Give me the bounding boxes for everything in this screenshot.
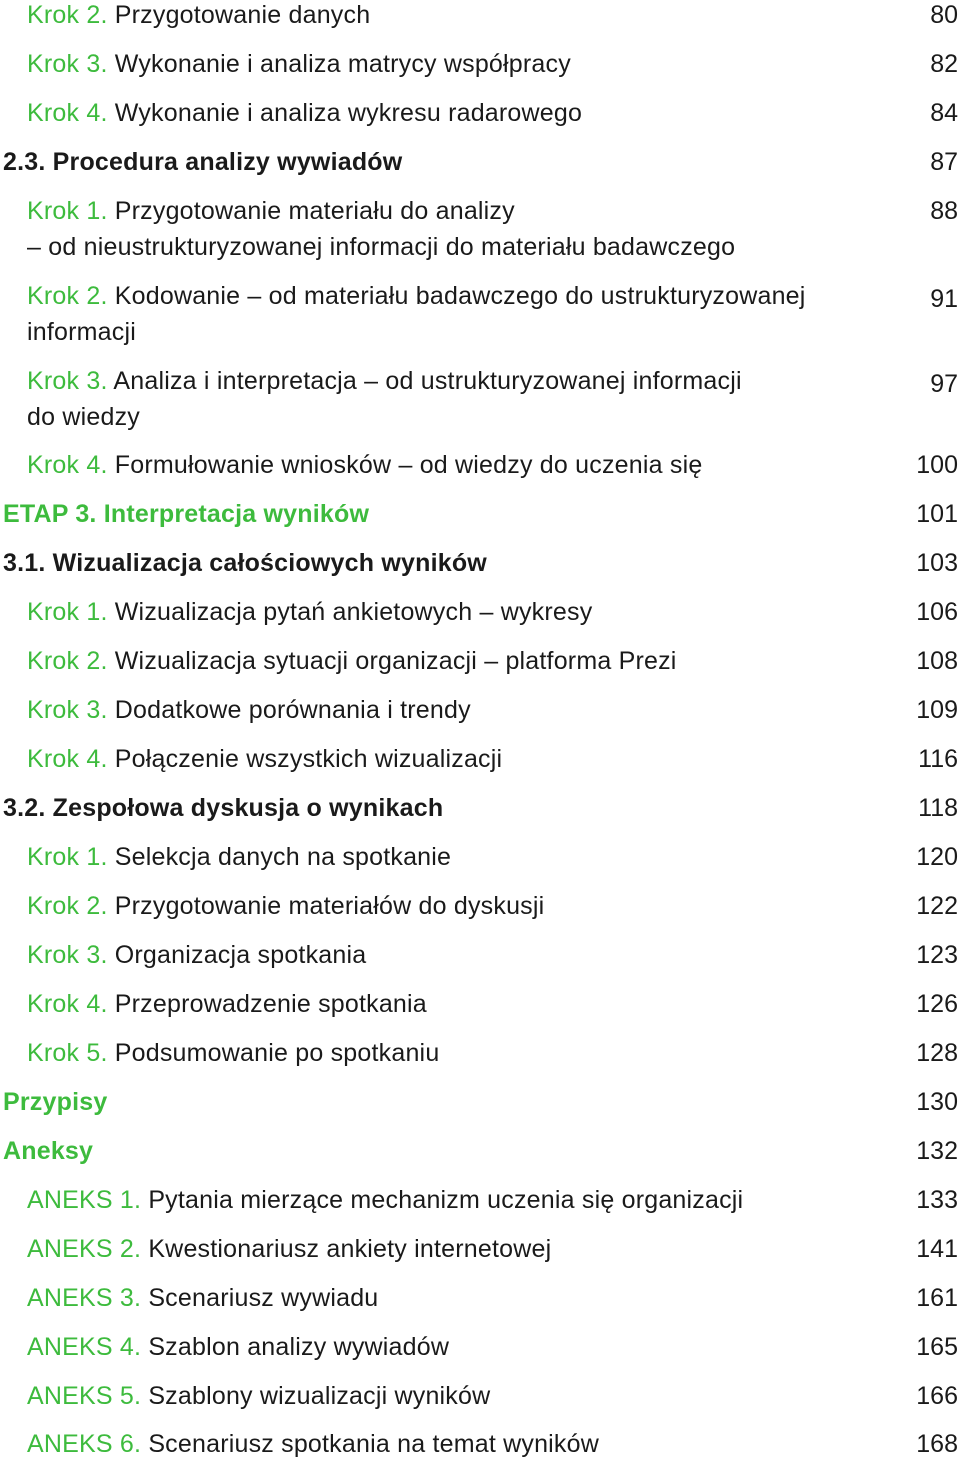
toc-entry-label: Krok 2. (27, 1, 108, 29)
toc-entry-title: Szablon analizy wywiadów (148, 1333, 450, 1361)
toc-page-number: 100 (916, 451, 958, 479)
toc-entry-krok-2-materialy[interactable] (27, 888, 544, 924)
toc-entry-title: Aneksy (3, 1137, 94, 1165)
toc-entry-krok-3-analiza[interactable] (27, 363, 742, 435)
toc-entry-title: Wykonanie i analiza wykresu radarowego (114, 99, 583, 127)
toc-entry-title: Organizacja spotkania (114, 941, 367, 969)
toc-entry-label: ANEKS 4. (27, 1333, 142, 1361)
toc-entry-label: ANEKS 5. (27, 1382, 142, 1410)
toc-entry-label: ANEKS 2. (27, 1235, 142, 1263)
toc-entry-title: Przygotowanie materiałów do dyskusji (114, 892, 545, 920)
toc-entry-title: Kwestionariusz ankiety internetowej (148, 1235, 552, 1263)
toc-entry-title-continuation: do wiedzy (27, 403, 140, 431)
toc-page-number: 120 (916, 843, 958, 871)
toc-page-number: 108 (916, 647, 958, 675)
toc-page-number: 133 (916, 1186, 958, 1214)
toc-page-number: 88 (930, 197, 958, 225)
toc-stage-3[interactable] (3, 496, 369, 532)
toc-entry-title: Podsumowanie po spotkaniu (114, 1039, 440, 1067)
toc-entry-aneks-2[interactable] (27, 1231, 551, 1267)
toc-entry-aneks-1[interactable] (27, 1182, 743, 1218)
toc-aneksy[interactable] (3, 1133, 93, 1169)
toc-page-number: 128 (916, 1039, 958, 1067)
toc-entry-krok-1-przygotowanie-materialu[interactable] (27, 193, 735, 265)
toc-page-number: 82 (930, 50, 958, 78)
toc-entry-title: Wykonanie i analiza matrycy współpracy (114, 50, 571, 78)
toc-entry-title: Przygotowanie materiału do analizy (114, 197, 515, 225)
toc-entry-title-continuation: – od nieustrukturyzowanej informacji do materiału badawczego (27, 233, 736, 261)
toc-page-number: 130 (916, 1088, 958, 1116)
toc-entry-aneks-5[interactable] (27, 1378, 490, 1414)
toc-page-number: 97 (930, 370, 958, 398)
toc-entry-krok-4-radar[interactable] (27, 95, 582, 131)
toc-entry-aneks-4[interactable] (27, 1329, 449, 1365)
toc-entry-label: ANEKS 1. (27, 1186, 142, 1214)
toc-page-number: 84 (930, 99, 958, 127)
toc-entry-label: ANEKS 6. (27, 1430, 142, 1458)
toc-page-number: 91 (930, 285, 958, 313)
toc-page-number: 106 (916, 598, 958, 626)
toc-entry-title: Pytania mierzące mechanizm uczenia się organizacji (148, 1186, 744, 1214)
toc-entry-title: Dodatkowe porównania i trendy (114, 696, 471, 724)
toc-entry-krok-4-przeprowadzenie[interactable] (27, 986, 427, 1022)
toc-entry-title-continuation: informacji (27, 318, 136, 346)
toc-entry-label: Krok 1. (27, 197, 108, 225)
toc-entry-title: Przygotowanie danych (114, 1, 371, 29)
toc-entry-aneks-6[interactable] (27, 1426, 599, 1462)
toc-entry-label: Krok 1. (27, 598, 108, 626)
toc-entry-krok-1-wykresy[interactable] (27, 594, 592, 630)
toc-entry-title: Przeprowadzenie spotkania (114, 990, 427, 1018)
toc-przypisy[interactable] (3, 1084, 107, 1120)
toc-entry-krok-5-podsumowanie[interactable] (27, 1035, 439, 1071)
toc-entry-krok-2-prezi[interactable] (27, 643, 677, 679)
toc-entry-label: Krok 2. (27, 647, 108, 675)
toc-entry-label: Krok 4. (27, 745, 108, 773)
toc-entry-title: Wizualizacja sytuacji organizacji – platforma Prezi (114, 647, 677, 675)
toc-entry-title: Analiza i interpretacja – od ustrukturyzowanej informacji (113, 367, 742, 395)
toc-entry-krok-3-organizacja[interactable] (27, 937, 366, 973)
toc-entry-title: Scenariusz wywiadu (148, 1284, 379, 1312)
toc-entry-krok-3-trendy[interactable] (27, 692, 471, 728)
toc-section-3-2[interactable] (3, 790, 443, 826)
toc-entry-krok-4-wnioski[interactable] (27, 447, 702, 483)
toc-page-number: 87 (930, 148, 958, 176)
toc-page-number: 123 (916, 941, 958, 969)
toc-entry-label: Krok 3. (27, 367, 108, 395)
toc-entry-label: Krok 3. (27, 941, 108, 969)
toc-entry-title: 2.3. Procedura analizy wywiadów (3, 148, 403, 176)
toc-entry-title: 3.1. Wizualizacja całościowych wyników (3, 549, 487, 577)
toc-page-number: 122 (916, 892, 958, 920)
toc-page-number: 168 (916, 1430, 958, 1458)
toc-entry-aneks-3[interactable] (27, 1280, 378, 1316)
toc-page-number: 116 (918, 745, 958, 773)
toc-entry-title: Przypisy (3, 1088, 108, 1116)
toc-page-number: 101 (916, 500, 958, 528)
toc-entry-title: Selekcja danych na spotkanie (114, 843, 452, 871)
toc-entry-label: Krok 2. (27, 282, 108, 310)
toc-entry-title: ETAP 3. Interpretacja wyników (3, 500, 370, 528)
toc-page-number: 109 (916, 696, 958, 724)
toc-entry-title: Połączenie wszystkich wizualizacji (114, 745, 503, 773)
toc-entry-label: Krok 1. (27, 843, 108, 871)
toc-entry-title: 3.2. Zespołowa dyskusja o wynikach (3, 794, 444, 822)
toc-page-number: 165 (916, 1333, 958, 1361)
toc-entry-krok-2-kodowanie[interactable] (27, 278, 806, 350)
toc-entry-title: Wizualizacja pytań ankietowych – wykresy (114, 598, 593, 626)
toc-page-number: 80 (930, 1, 958, 29)
toc-entry-label: Krok 3. (27, 696, 108, 724)
toc-entry-label: Krok 2. (27, 892, 108, 920)
toc-section-3-1[interactable] (3, 545, 487, 581)
toc-entry-label: Krok 3. (27, 50, 108, 78)
toc-page-number: 141 (916, 1235, 958, 1263)
toc-entry-title: Kodowanie – od materiału badawczego do ustrukturyzowanej (114, 282, 806, 310)
toc-section-2-3[interactable] (3, 144, 402, 180)
toc-page-number: 132 (916, 1137, 958, 1165)
toc-entry-label: Krok 5. (27, 1039, 108, 1067)
toc-entry-krok-2-przygotowanie-danych[interactable] (27, 0, 370, 33)
toc-page-number: 126 (916, 990, 958, 1018)
toc-entry-krok-4-polaczenie[interactable] (27, 741, 502, 777)
toc-entry-label: ANEKS 3. (27, 1284, 142, 1312)
toc-entry-label: Krok 4. (27, 451, 108, 479)
toc-entry-title: Szablony wizualizacji wyników (148, 1382, 491, 1410)
toc-page-number: 103 (916, 549, 958, 577)
toc-entry-title: Formułowanie wniosków – od wiedzy do uczenia się (114, 451, 703, 479)
toc-entry-title: Scenariusz spotkania na temat wyników (148, 1430, 599, 1458)
toc-entry-krok-3-matryca[interactable] (27, 46, 571, 82)
toc-entry-label: Krok 4. (27, 990, 108, 1018)
toc-page-number: 166 (916, 1382, 958, 1410)
toc-entry-label: Krok 4. (27, 99, 108, 127)
toc-entry-krok-1-selekcja[interactable] (27, 839, 451, 875)
toc-page-number: 118 (918, 794, 958, 822)
toc-page-number: 161 (916, 1284, 958, 1312)
